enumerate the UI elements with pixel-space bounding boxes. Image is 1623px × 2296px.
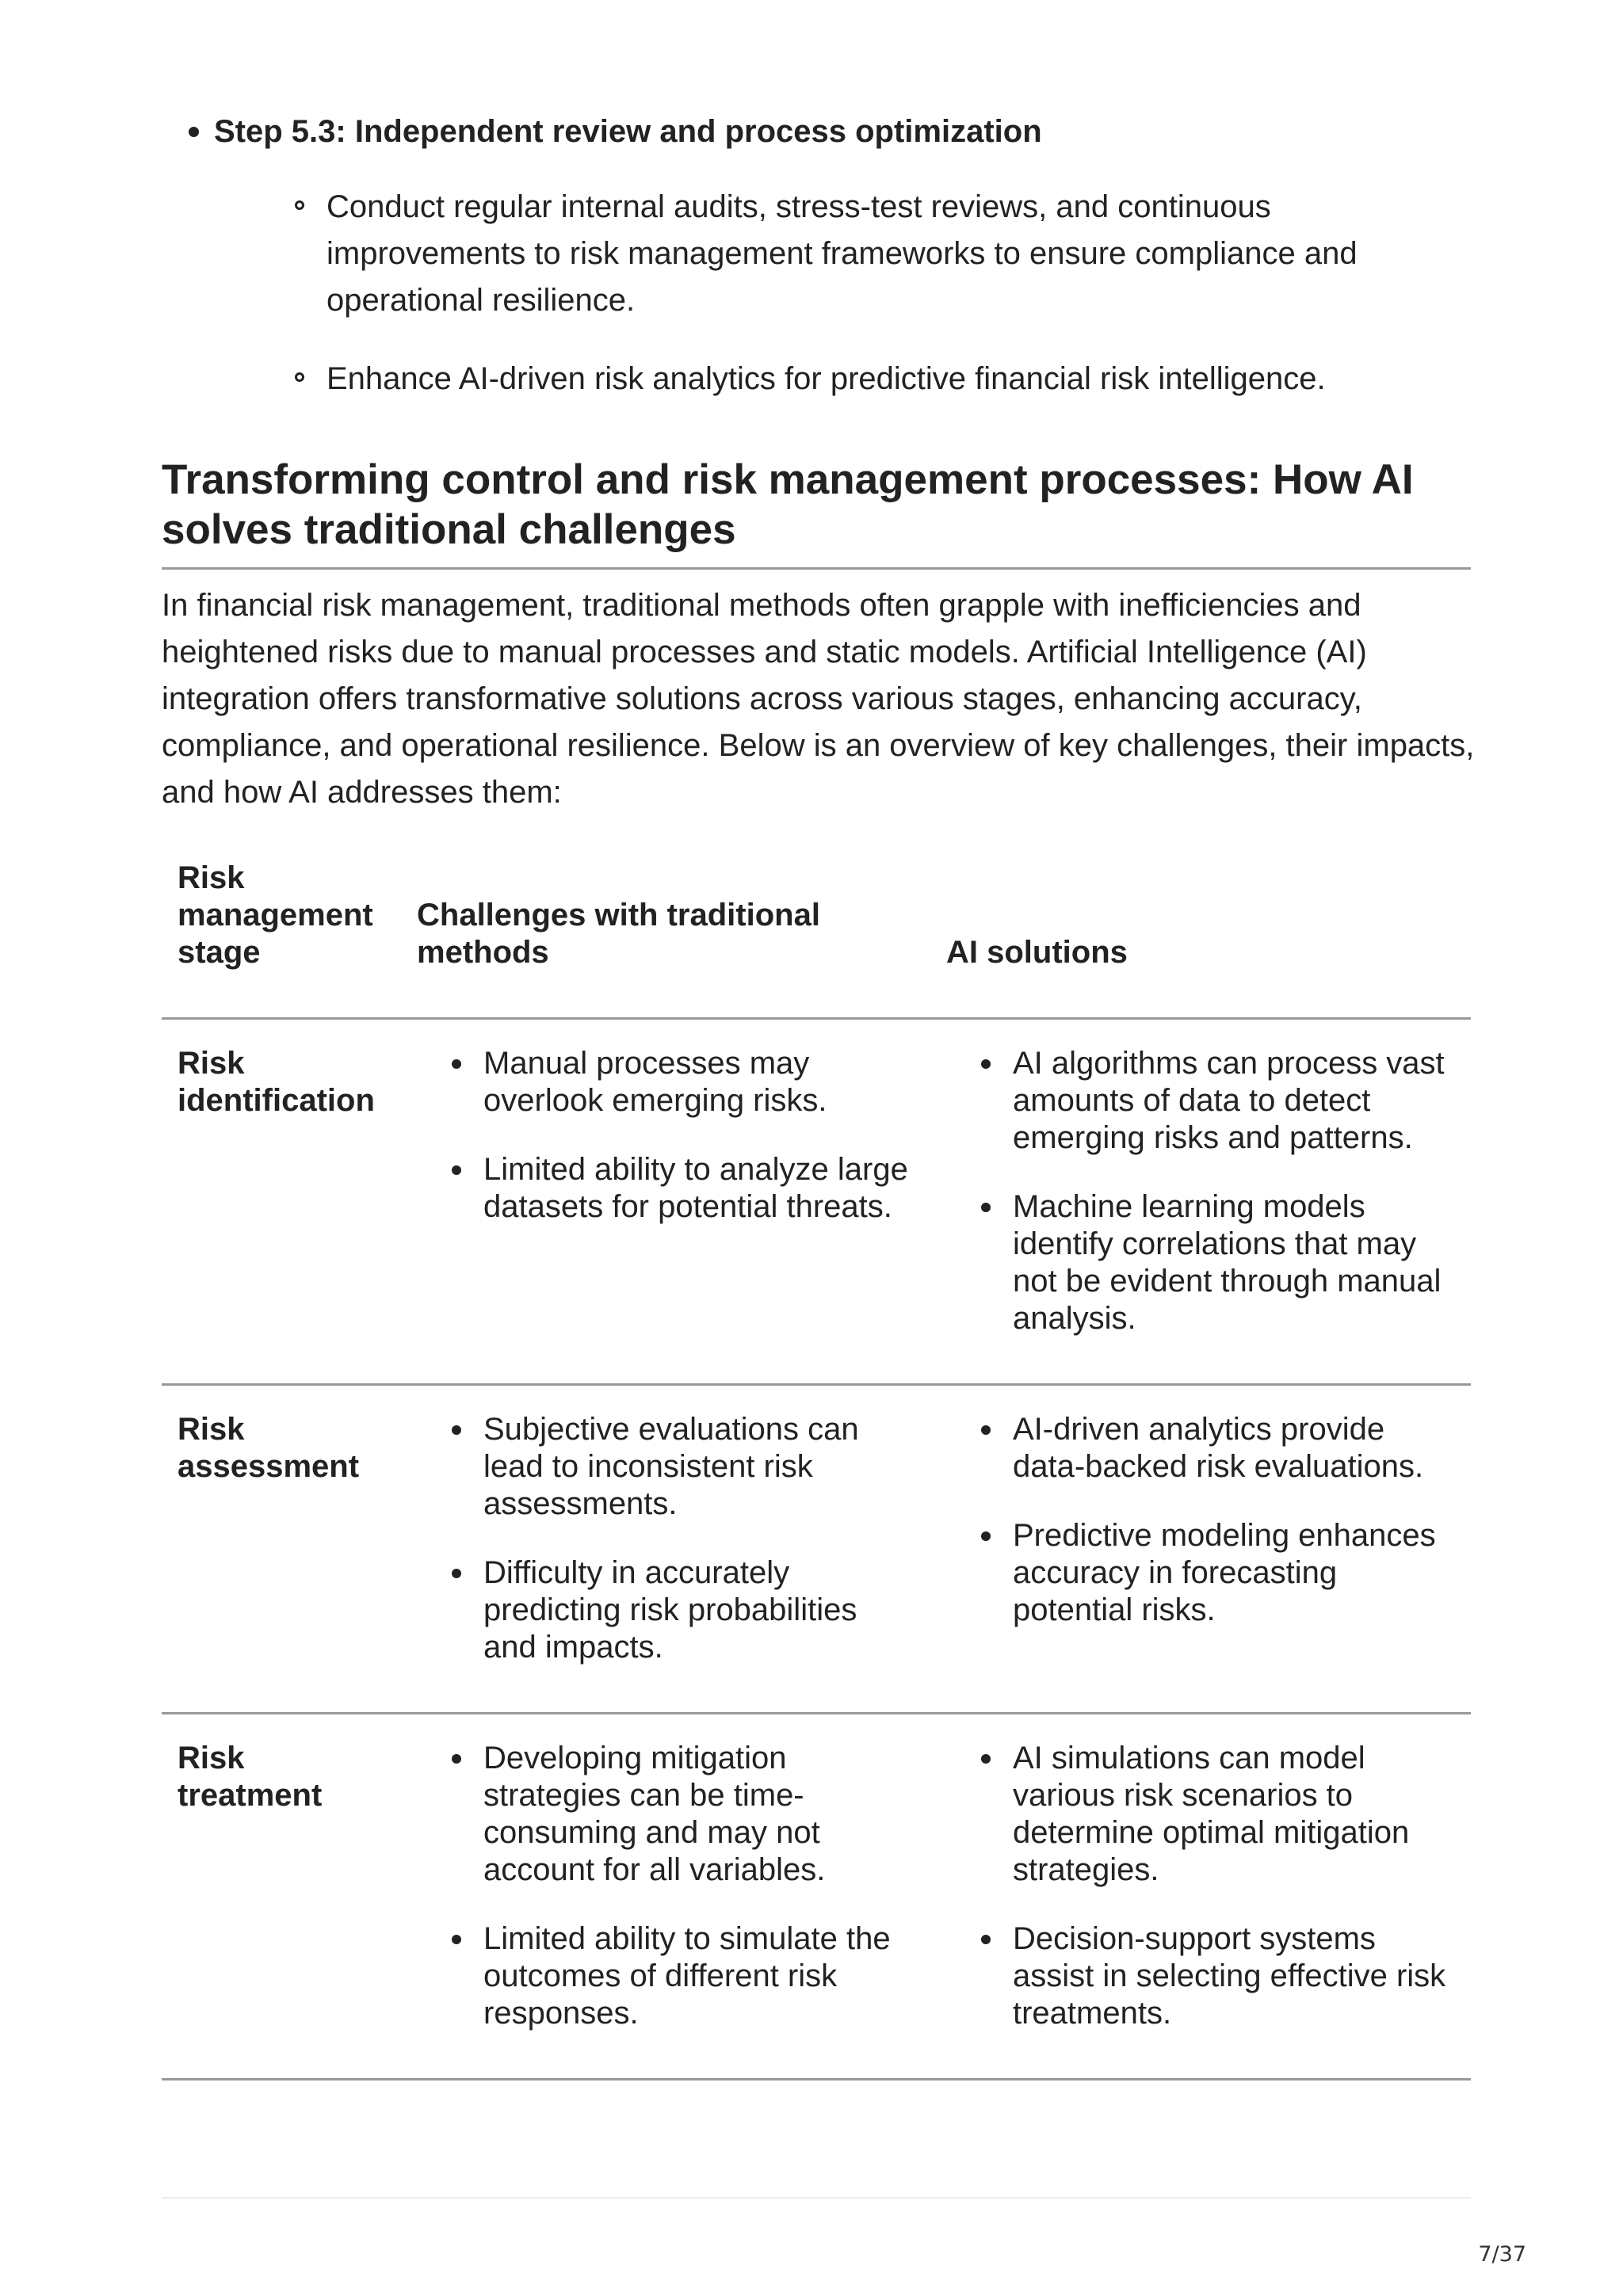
- table-row: [162, 1385, 1471, 1714]
- risk-management-table: [162, 860, 1471, 2081]
- list-item-text: Developing mitigation strategies can be time-consuming and may not account for all variables.: [483, 1741, 826, 1887]
- step-sub-list: [214, 184, 1482, 402]
- challenges-list: [417, 1740, 915, 2032]
- list-item: [1013, 1411, 1455, 1486]
- list-item-text: Decision-support systems assist in selecting effective risk treatments.: [1013, 1921, 1446, 2031]
- challenges-list: [417, 1045, 915, 1226]
- intro-paragraph: In financial risk management, traditional methods often grapple with inefficiencies and heightened risks due to manual processes and static models. Artificial Intelligence (AI) integration offers transformative solutions across various stages, enhancing accuracy, compliance, and operational resilience. Below is an overview of key challenges, their impacts, and how AI addresses them:: [162, 588, 1475, 810]
- list-item-text: Limited ability to simulate the outcomes of different risk responses.: [483, 1921, 891, 2031]
- stage-cell: Risk assessment: [162, 1385, 401, 1714]
- header-stage: Risk management stage: [162, 860, 401, 1019]
- list-item: [483, 1554, 915, 1666]
- list-item: [1013, 1517, 1455, 1629]
- challenges-cell: [401, 1385, 930, 1714]
- step-sub-item-text: Conduct regular internal audits, stress-test reviews, and continuous improvements to risk management frameworks to ensure compliance and operational resilience.: [327, 189, 1358, 318]
- bullet-disc-icon: [189, 127, 199, 137]
- heading-divider: [162, 567, 1471, 570]
- list-item-text: Predictive modeling enhances accuracy in forecasting potential risks.: [1013, 1518, 1436, 1627]
- list-item: [483, 1740, 915, 1889]
- step-title: Step 5.3: Independent review and process optimization: [214, 114, 1042, 149]
- list-item: [1013, 1188, 1455, 1337]
- list-item: [483, 1151, 915, 1226]
- list-item-text: AI algorithms can process vast amounts of data to detect emerging risks and patterns.: [1013, 1046, 1445, 1155]
- table-row: [162, 1714, 1471, 2080]
- list-item: [1013, 1045, 1455, 1157]
- bullet-disc-icon: [452, 1165, 461, 1175]
- step-list: [214, 111, 1482, 434]
- bullet-circle-icon: [295, 372, 304, 382]
- list-item: [1013, 1920, 1455, 2032]
- bullet-disc-icon: [452, 1569, 461, 1578]
- step-sub-item-text: Enhance AI-driven risk analytics for predictive financial risk intelligence.: [327, 361, 1326, 396]
- bullet-disc-icon: [452, 1059, 461, 1069]
- list-item: [1013, 1740, 1455, 1889]
- bullet-disc-icon: [981, 1754, 991, 1764]
- list-item-text: Limited ability to analyze large datasets for potential threats.: [483, 1152, 908, 1224]
- solutions-cell: [930, 1714, 1471, 2080]
- bullet-disc-icon: [981, 1203, 991, 1212]
- list-item-text: AI-driven analytics provide data-backed risk evaluations.: [1013, 1412, 1424, 1484]
- table-header-row: [162, 860, 1471, 1019]
- page-number: 7/37: [1478, 2242, 1526, 2267]
- list-item-text: AI simulations can model various risk scenarios to determine optimal mitigation strategies.: [1013, 1741, 1410, 1887]
- bullet-disc-icon: [981, 1935, 991, 1944]
- solutions-list: [946, 1740, 1455, 2032]
- bullet-disc-icon: [981, 1425, 991, 1435]
- solutions-list: [946, 1411, 1455, 1629]
- stage-cell: Risk treatment: [162, 1714, 401, 2080]
- step-sub-item: [327, 184, 1452, 324]
- list-item-text: Manual processes may overlook emerging risks.: [483, 1046, 827, 1118]
- step-sub-item: [327, 356, 1452, 402]
- section-heading: Transforming control and risk management processes: How AI solves traditional challenges: [162, 456, 1414, 553]
- list-item-text: Subjective evaluations can lead to inconsistent risk assessments.: [483, 1412, 859, 1521]
- list-item: [483, 1045, 915, 1119]
- bullet-disc-icon: [452, 1754, 461, 1764]
- table-row: [162, 1019, 1471, 1385]
- list-item: [483, 1411, 915, 1523]
- solutions-list: [946, 1045, 1455, 1337]
- solutions-cell: [930, 1385, 1471, 1714]
- bullet-disc-icon: [981, 1531, 991, 1541]
- bullet-disc-icon: [981, 1059, 991, 1069]
- bullet-disc-icon: [452, 1935, 461, 1944]
- challenges-cell: [401, 1019, 930, 1385]
- list-item-text: Machine learning models identify correlations that may not be evident through manual analysis.: [1013, 1189, 1442, 1336]
- stage-cell: Risk identification: [162, 1019, 401, 1385]
- bullet-circle-icon: [295, 200, 304, 210]
- solutions-cell: [930, 1019, 1471, 1385]
- header-solutions: AI solutions: [930, 860, 1471, 1019]
- footer-divider: [162, 2197, 1471, 2199]
- list-item-text: Difficulty in accurately predicting risk probabilities and impacts.: [483, 1555, 857, 1665]
- bullet-disc-icon: [452, 1425, 461, 1435]
- step-item: [214, 111, 1482, 402]
- challenges-cell: [401, 1714, 930, 2080]
- header-challenges: Challenges with traditional methods: [401, 860, 930, 1019]
- list-item: [483, 1920, 915, 2032]
- challenges-list: [417, 1411, 915, 1666]
